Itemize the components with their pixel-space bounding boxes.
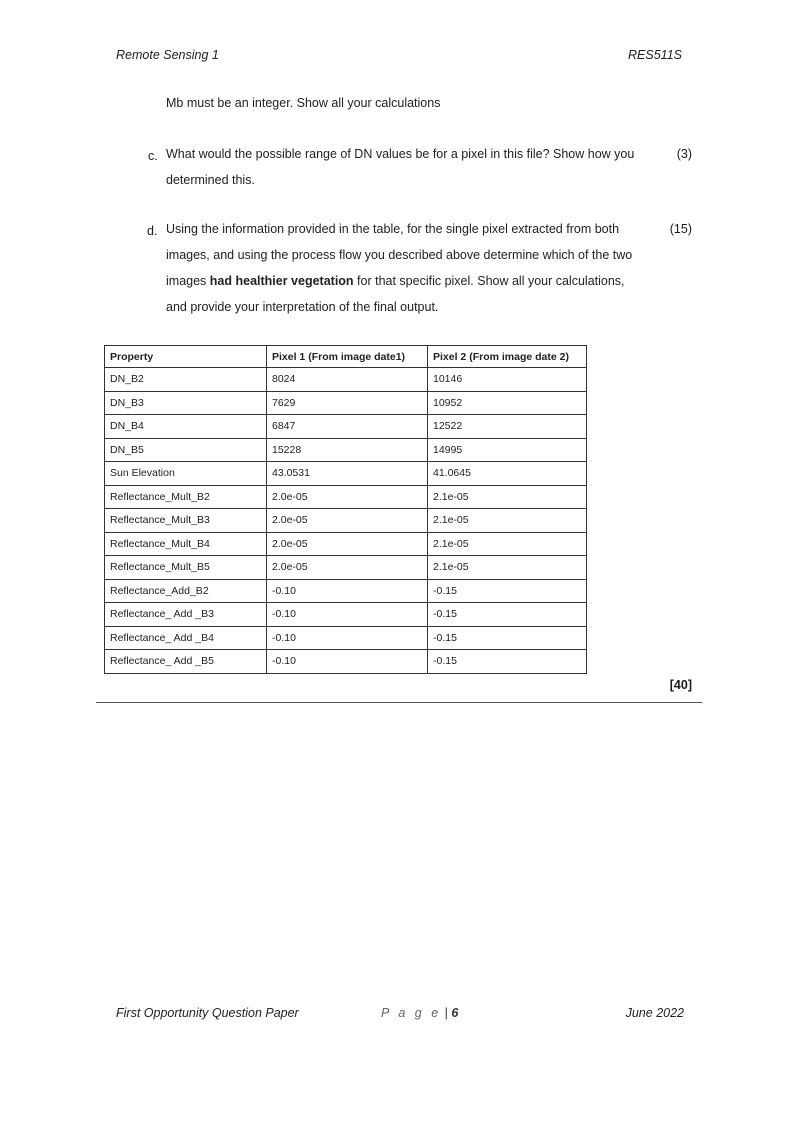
question-c-line-2: determined this. xyxy=(166,173,255,187)
footer-date: June 2022 xyxy=(625,1006,684,1020)
table-cell: 10952 xyxy=(428,391,587,415)
question-d-line-1: Using the information provided in the table, for the single pixel extracted from both xyxy=(166,222,620,236)
table-cell: 2.0e-05 xyxy=(267,556,428,580)
table-cell: 2.0e-05 xyxy=(267,485,428,509)
table-cell: 2.1e-05 xyxy=(428,485,587,509)
table-cell: 2.0e-05 xyxy=(267,532,428,556)
table-cell: 2.0e-05 xyxy=(267,509,428,533)
table-cell: DN_B2 xyxy=(105,368,267,392)
question-c-text xyxy=(166,141,634,193)
table-row xyxy=(105,509,587,533)
table-cell: Reflectance_Mult_B4 xyxy=(105,532,267,556)
table-cell: Reflectance_Add_B2 xyxy=(105,579,267,603)
table-row xyxy=(105,532,587,556)
total-marks: [40] xyxy=(669,678,692,692)
table-cell: Reflectance_Mult_B2 xyxy=(105,485,267,509)
table-cell: -0.10 xyxy=(267,579,428,603)
table-cell: 14995 xyxy=(428,438,587,462)
table-cell: DN_B3 xyxy=(105,391,267,415)
table-cell: -0.15 xyxy=(428,603,587,627)
question-d-line-2: images, and using the process flow you described above determine which of the two xyxy=(166,248,633,262)
question-d-line-3 xyxy=(166,268,632,294)
question-d-emphasis: had healthier vegetation xyxy=(209,274,354,288)
table-cell: Reflectance_ Add _B5 xyxy=(105,650,267,674)
table-row xyxy=(105,415,587,439)
question-d-letter: d. xyxy=(147,224,158,238)
question-d-line-3-end: for that specific pixel. Show all your calculations, xyxy=(353,274,625,288)
table-cell: 7629 xyxy=(267,391,428,415)
table-cell: Reflectance_ Add _B4 xyxy=(105,626,267,650)
question-d-line-4: and provide your interpretation of the final output. xyxy=(166,300,439,314)
section-divider xyxy=(96,702,702,703)
table-cell: Reflectance_Mult_B3 xyxy=(105,509,267,533)
table-cell: 2.1e-05 xyxy=(428,556,587,580)
header-course-title: Remote Sensing 1 xyxy=(116,48,219,62)
table-row xyxy=(105,603,587,627)
table-row xyxy=(105,368,587,392)
table-cell: 43.0531 xyxy=(267,462,428,486)
table-row xyxy=(105,579,587,603)
table-row xyxy=(105,485,587,509)
table-row xyxy=(105,391,587,415)
question-c-line-1: What would the possible range of DN values be for a pixel in this file? Show how you xyxy=(166,147,635,161)
table-cell: -0.15 xyxy=(428,579,587,603)
footer-page-num: 6 xyxy=(451,1006,459,1020)
table-row xyxy=(105,556,587,580)
table-cell: 2.1e-05 xyxy=(428,532,587,556)
intro-line: Mb must be an integer. Show all your calculations xyxy=(166,96,441,110)
table-cell: -0.10 xyxy=(267,603,428,627)
table-cell: 15228 xyxy=(267,438,428,462)
table-row xyxy=(105,626,587,650)
question-d-line-3-start: images xyxy=(166,274,210,288)
table-cell: Sun Elevation xyxy=(105,462,267,486)
question-d-text xyxy=(166,216,632,320)
table-cell: Reflectance_ Add _B3 xyxy=(105,603,267,627)
footer-page-word: P a g e xyxy=(381,1006,442,1020)
table-header-row xyxy=(105,346,587,368)
table-cell: -0.10 xyxy=(267,626,428,650)
question-c-marks: (3) xyxy=(676,147,692,161)
table-cell: DN_B5 xyxy=(105,438,267,462)
footer-page-separator: | xyxy=(444,1006,448,1020)
table-cell: 8024 xyxy=(267,368,428,392)
table-row xyxy=(105,650,587,674)
pixel-data-table xyxy=(104,345,587,674)
table-cell: 41.0645 xyxy=(428,462,587,486)
footer-page-number xyxy=(381,1006,458,1020)
table-cell: -0.15 xyxy=(428,626,587,650)
table-cell: 2.1e-05 xyxy=(428,509,587,533)
table-cell: 10146 xyxy=(428,368,587,392)
table-cell: Reflectance_Mult_B5 xyxy=(105,556,267,580)
table-cell: DN_B4 xyxy=(105,415,267,439)
table-header-pixel-1: Pixel 1 (From image date1) xyxy=(267,346,428,368)
question-c-letter: c. xyxy=(148,149,158,163)
question-d-marks: (15) xyxy=(669,222,692,236)
table-cell: 6847 xyxy=(267,415,428,439)
table-cell: 12522 xyxy=(428,415,587,439)
table-header-pixel-2: Pixel 2 (From image date 2) xyxy=(428,346,587,368)
table-cell: -0.15 xyxy=(428,650,587,674)
table-header-property: Property xyxy=(105,346,267,368)
table-cell: -0.10 xyxy=(267,650,428,674)
header-course-code: RES511S xyxy=(628,48,682,62)
footer-paper-title: First Opportunity Question Paper xyxy=(116,1006,299,1020)
table-row xyxy=(105,462,587,486)
table-row xyxy=(105,438,587,462)
